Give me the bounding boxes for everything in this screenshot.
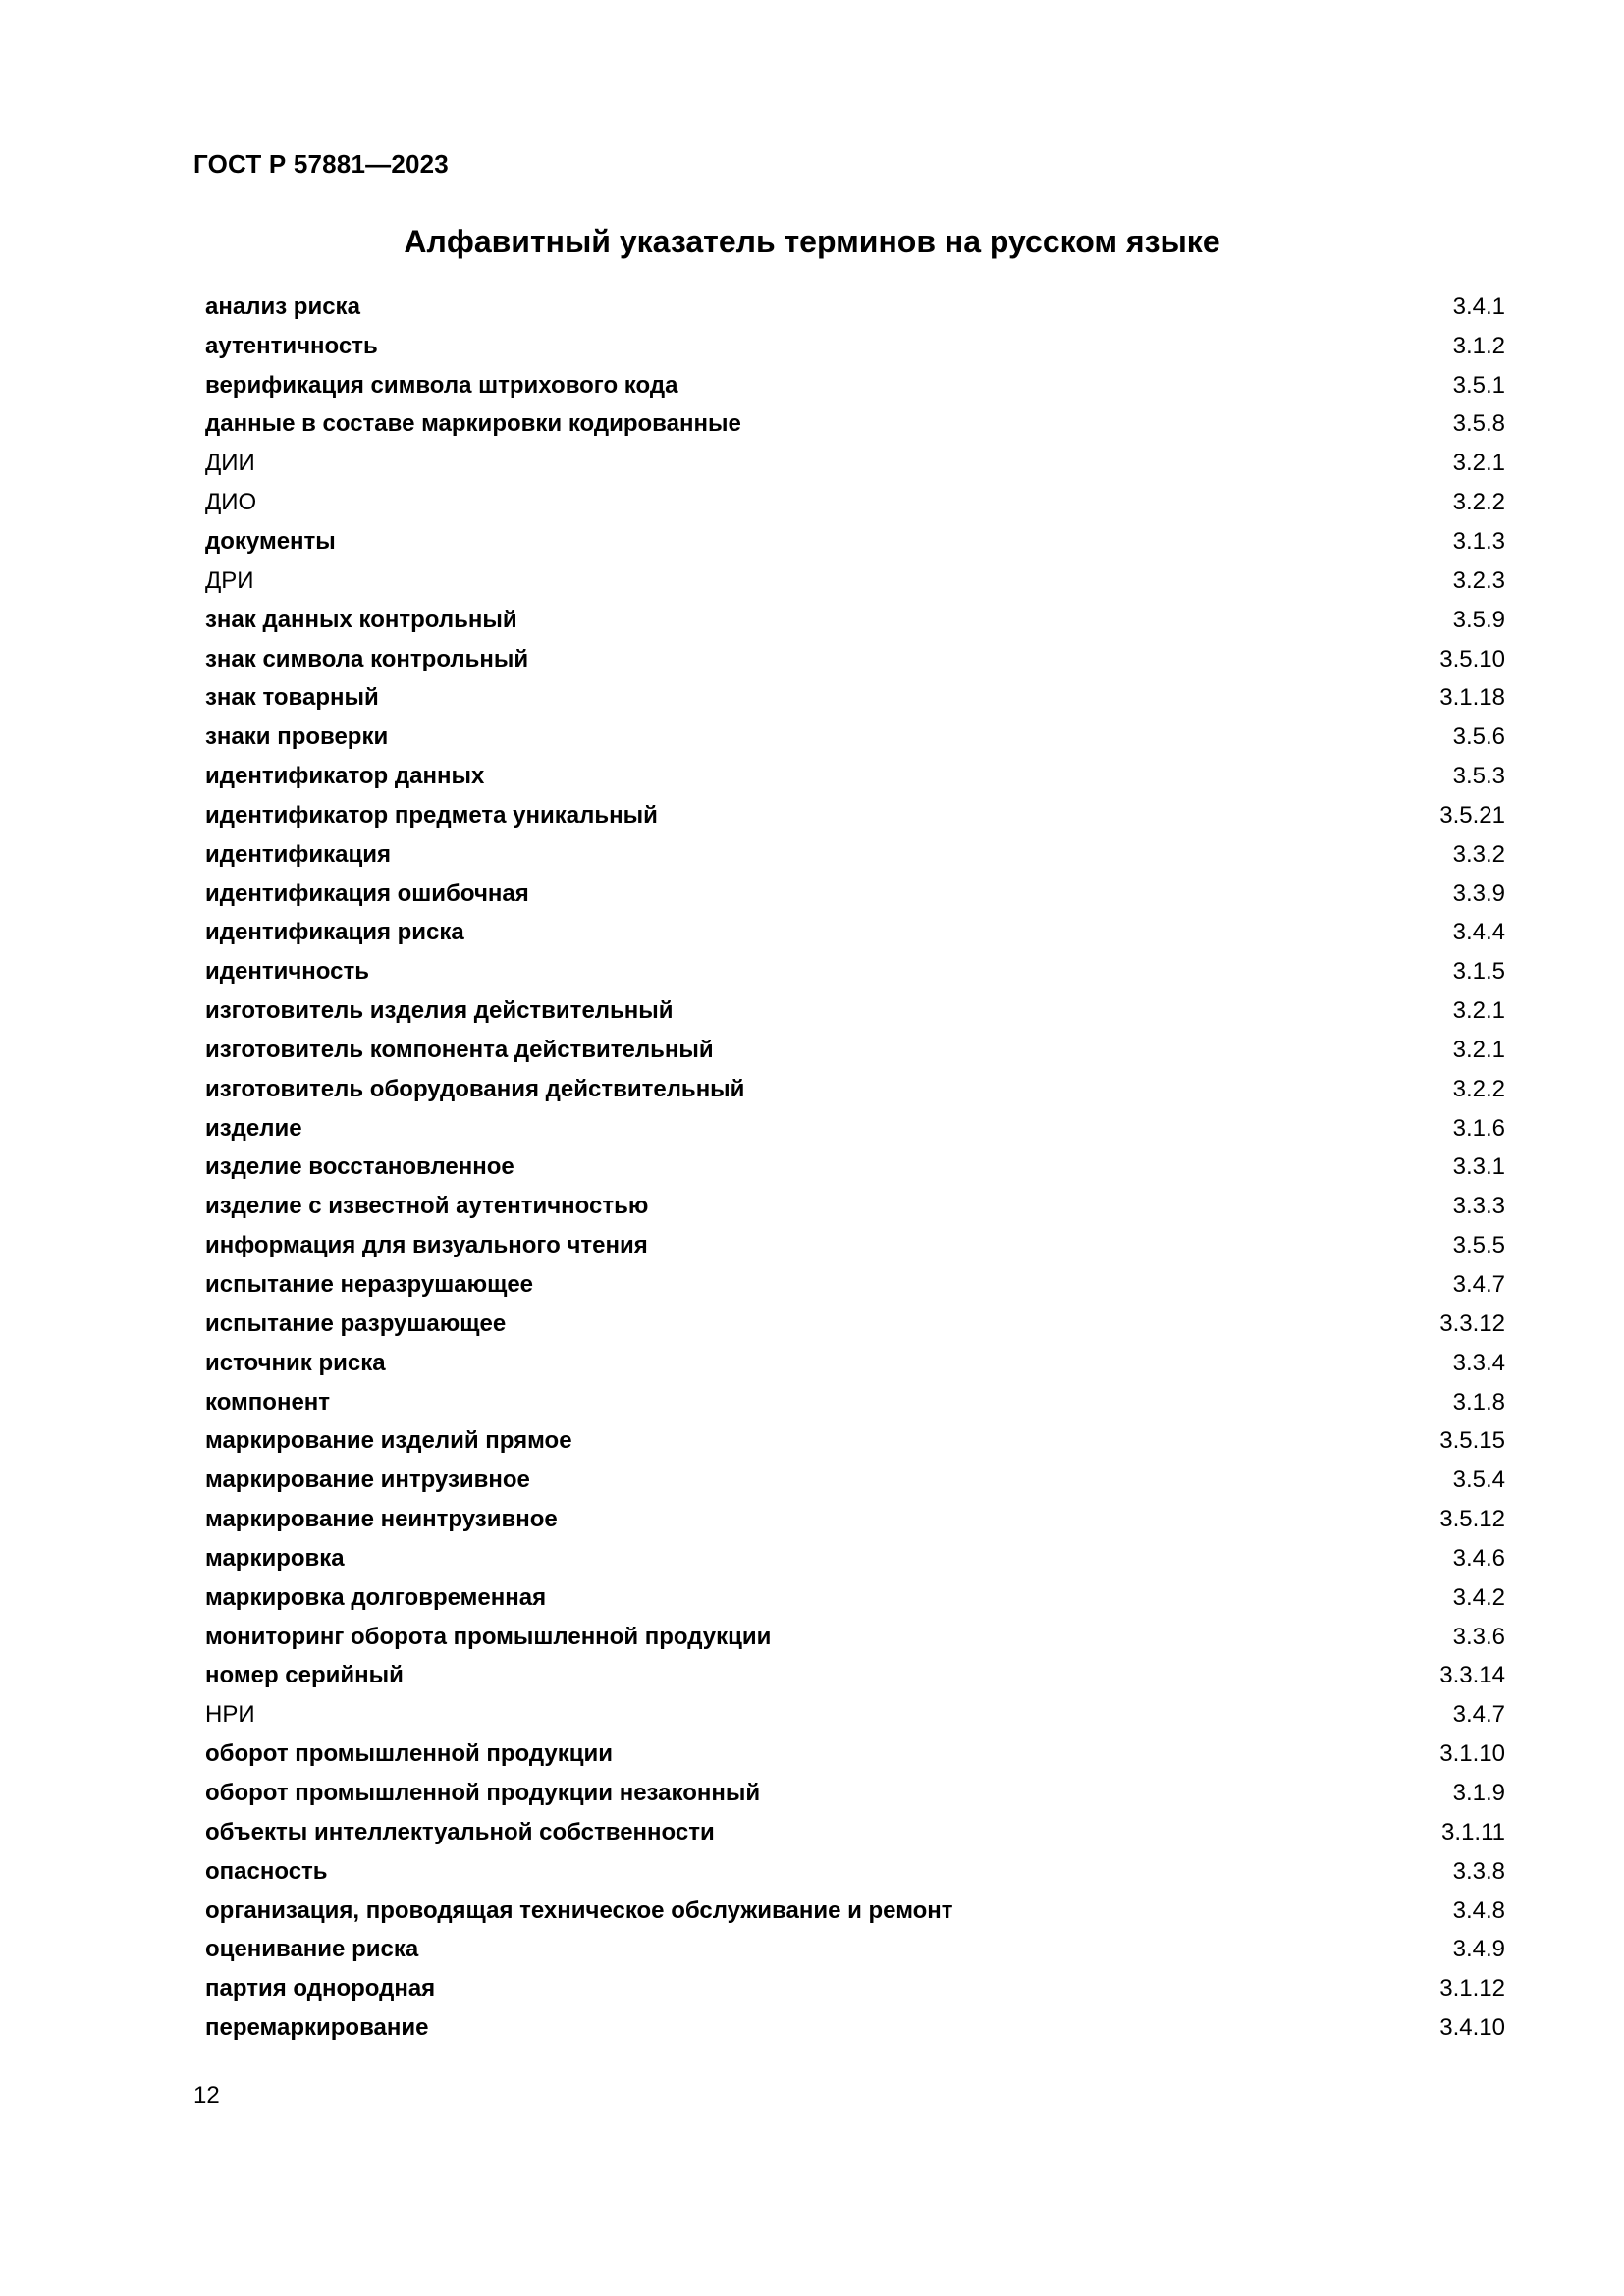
entry-reference: 3.2.3 bbox=[1452, 566, 1505, 594]
entry-term: номер серийный bbox=[205, 1662, 404, 1689]
index-entry bbox=[205, 1969, 1505, 2008]
entry-term: маркирование интрузивное bbox=[205, 1467, 530, 1494]
entry-reference: 3.5.21 bbox=[1439, 801, 1505, 828]
entry-reference: 3.2.2 bbox=[1452, 489, 1505, 516]
entry-term: оборот промышленной продукции незаконный bbox=[205, 1779, 761, 1806]
entry-reference: 3.3.14 bbox=[1439, 1662, 1505, 1689]
index-entry bbox=[205, 1892, 1505, 1931]
entry-term: идентификация риска bbox=[205, 919, 464, 946]
entry-reference: 3.2.1 bbox=[1452, 997, 1505, 1025]
index-entry bbox=[205, 366, 1505, 405]
entry-term: изделие с известной аутентичностью bbox=[205, 1193, 649, 1220]
entry-reference: 3.4.8 bbox=[1452, 1896, 1505, 1924]
entry-term: испытание неразрушающее bbox=[205, 1271, 534, 1299]
entry-reference: 3.4.7 bbox=[1452, 1701, 1505, 1729]
index-entry bbox=[205, 718, 1505, 757]
entry-term: перемаркирование bbox=[205, 2014, 429, 2042]
index-entry bbox=[205, 678, 1505, 718]
entry-reference: 3.5.3 bbox=[1452, 763, 1505, 790]
index-entry bbox=[205, 444, 1505, 483]
index-entry bbox=[205, 1461, 1505, 1500]
entry-term: анализ риска bbox=[205, 293, 360, 320]
entry-reference: 3.1.11 bbox=[1441, 1818, 1505, 1845]
index-entry bbox=[205, 1930, 1505, 1969]
index-entry bbox=[205, 796, 1505, 835]
entry-term: НРИ bbox=[205, 1701, 255, 1729]
entry-reference: 3.3.12 bbox=[1439, 1309, 1505, 1337]
entry-reference: 3.1.8 bbox=[1452, 1388, 1505, 1415]
entry-reference: 3.5.1 bbox=[1452, 371, 1505, 399]
entry-reference: 3.5.15 bbox=[1439, 1427, 1505, 1455]
document-code-header: ГОСТ Р 57881—2023 bbox=[193, 149, 449, 179]
entry-reference: 3.3.6 bbox=[1452, 1623, 1505, 1650]
index-entry bbox=[205, 1852, 1505, 1892]
entry-reference: 3.4.6 bbox=[1452, 1544, 1505, 1572]
entry-term: организация, проводящая техническое обслуживание и ремонт bbox=[205, 1896, 953, 1924]
index-entry bbox=[205, 2008, 1505, 2048]
entry-term: маркировка долговременная bbox=[205, 1583, 547, 1611]
entry-term: ДИО bbox=[205, 489, 257, 516]
index-entry bbox=[205, 1305, 1505, 1344]
entry-term: изделие bbox=[205, 1114, 302, 1142]
index-entry bbox=[205, 991, 1505, 1031]
entry-reference: 3.1.2 bbox=[1452, 332, 1505, 359]
index-entry bbox=[205, 1344, 1505, 1383]
term-index-list bbox=[205, 288, 1505, 2048]
entry-term: знак данных контрольный bbox=[205, 606, 517, 633]
index-entry bbox=[205, 1383, 1505, 1422]
entry-term: оценивание риска bbox=[205, 1936, 419, 1963]
index-entry bbox=[205, 1735, 1505, 1774]
entry-reference: 3.3.2 bbox=[1452, 840, 1505, 868]
entry-reference: 3.4.9 bbox=[1452, 1936, 1505, 1963]
entry-reference: 3.5.6 bbox=[1452, 723, 1505, 751]
entry-reference: 3.2.2 bbox=[1452, 1075, 1505, 1102]
entry-reference: 3.4.4 bbox=[1452, 919, 1505, 946]
index-entry bbox=[205, 483, 1505, 522]
page-number: 12 bbox=[193, 2082, 220, 2109]
entry-reference: 3.4.2 bbox=[1452, 1583, 1505, 1611]
entry-term: аутентичность bbox=[205, 332, 378, 359]
entry-term: данные в составе маркировки кодированные bbox=[205, 410, 741, 438]
entry-term: верификация символа штрихового кода bbox=[205, 371, 678, 399]
entry-reference: 3.1.5 bbox=[1452, 958, 1505, 986]
entry-term: компонент bbox=[205, 1388, 331, 1415]
entry-reference: 3.1.9 bbox=[1452, 1779, 1505, 1806]
index-entry bbox=[205, 601, 1505, 640]
index-entry bbox=[205, 1265, 1505, 1305]
entry-term: знак товарный bbox=[205, 684, 379, 712]
entry-term: изготовитель компонента действительный bbox=[205, 1036, 714, 1063]
entry-term: изготовитель оборудования действительный bbox=[205, 1075, 745, 1102]
index-entry bbox=[205, 1774, 1505, 1813]
entry-reference: 3.1.6 bbox=[1452, 1114, 1505, 1142]
entry-reference: 3.5.4 bbox=[1452, 1467, 1505, 1494]
entry-term: документы bbox=[205, 527, 336, 555]
entry-reference: 3.5.8 bbox=[1452, 410, 1505, 438]
entry-term: маркировка bbox=[205, 1544, 345, 1572]
entry-term: маркирование изделий прямое bbox=[205, 1427, 572, 1455]
entry-term: ДИИ bbox=[205, 450, 255, 477]
entry-reference: 3.1.10 bbox=[1439, 1740, 1505, 1768]
entry-term: изделие восстановленное bbox=[205, 1153, 514, 1181]
entry-reference: 3.1.18 bbox=[1439, 684, 1505, 712]
entry-term: идентификатор данных bbox=[205, 763, 485, 790]
entry-term: объекты интеллектуальной собственности bbox=[205, 1818, 715, 1845]
entry-term: изготовитель изделия действительный bbox=[205, 997, 674, 1025]
entry-term: информация для визуального чтения bbox=[205, 1232, 648, 1259]
entry-term: идентификатор предмета уникальный bbox=[205, 801, 658, 828]
entry-reference: 3.5.9 bbox=[1452, 606, 1505, 633]
entry-reference: 3.4.10 bbox=[1439, 2014, 1505, 2042]
entry-term: партия однородная bbox=[205, 1975, 436, 2002]
index-entry bbox=[205, 1695, 1505, 1735]
entry-reference: 3.5.5 bbox=[1452, 1232, 1505, 1259]
entry-reference: 3.3.4 bbox=[1452, 1349, 1505, 1376]
index-entry bbox=[205, 757, 1505, 796]
entry-reference: 3.5.12 bbox=[1439, 1506, 1505, 1533]
index-entry bbox=[205, 875, 1505, 914]
entry-term: опасность bbox=[205, 1857, 328, 1885]
index-entry bbox=[205, 561, 1505, 601]
index-entry bbox=[205, 914, 1505, 953]
entry-reference: 3.5.10 bbox=[1439, 645, 1505, 672]
index-entry bbox=[205, 1500, 1505, 1539]
entry-term: идентификация ошибочная bbox=[205, 880, 529, 907]
index-title: Алфавитный указатель терминов на русском языке bbox=[404, 224, 1220, 259]
entry-term: идентичность bbox=[205, 958, 369, 986]
index-entry bbox=[205, 1539, 1505, 1578]
index-entry bbox=[205, 522, 1505, 561]
index-entry bbox=[205, 1070, 1505, 1109]
entry-term: мониторинг оборота промышленной продукции bbox=[205, 1623, 772, 1650]
entry-reference: 3.2.1 bbox=[1452, 450, 1505, 477]
index-entry bbox=[205, 327, 1505, 366]
entry-term: маркирование неинтрузивное bbox=[205, 1506, 558, 1533]
entry-term: знаки проверки bbox=[205, 723, 389, 751]
index-entry bbox=[205, 835, 1505, 875]
index-entry bbox=[205, 288, 1505, 327]
index-entry bbox=[205, 1109, 1505, 1148]
index-entry bbox=[205, 1578, 1505, 1618]
index-entry bbox=[205, 952, 1505, 991]
entry-reference: 3.3.8 bbox=[1452, 1857, 1505, 1885]
index-entry bbox=[205, 1031, 1505, 1070]
entry-reference: 3.4.7 bbox=[1452, 1271, 1505, 1299]
index-entry bbox=[205, 1148, 1505, 1188]
entry-reference: 3.1.12 bbox=[1439, 1975, 1505, 2002]
index-entry bbox=[205, 1226, 1505, 1265]
entry-term: ДРИ bbox=[205, 566, 254, 594]
entry-reference: 3.3.1 bbox=[1452, 1153, 1505, 1181]
entry-term: идентификация bbox=[205, 840, 391, 868]
entry-term: источник риска bbox=[205, 1349, 386, 1376]
entry-reference: 3.3.3 bbox=[1452, 1193, 1505, 1220]
index-entry bbox=[205, 1421, 1505, 1461]
entry-reference: 3.4.1 bbox=[1452, 293, 1505, 320]
index-entry bbox=[205, 1187, 1505, 1226]
index-entry bbox=[205, 1657, 1505, 1696]
entry-reference: 3.1.3 bbox=[1452, 527, 1505, 555]
entry-reference: 3.3.9 bbox=[1452, 880, 1505, 907]
entry-term: испытание разрушающее bbox=[205, 1309, 507, 1337]
index-entry bbox=[205, 1618, 1505, 1657]
index-entry bbox=[205, 640, 1505, 679]
index-entry bbox=[205, 1813, 1505, 1852]
entry-term: оборот промышленной продукции bbox=[205, 1740, 614, 1768]
index-entry bbox=[205, 405, 1505, 445]
entry-term: знак символа контрольный bbox=[205, 645, 529, 672]
entry-reference: 3.2.1 bbox=[1452, 1036, 1505, 1063]
